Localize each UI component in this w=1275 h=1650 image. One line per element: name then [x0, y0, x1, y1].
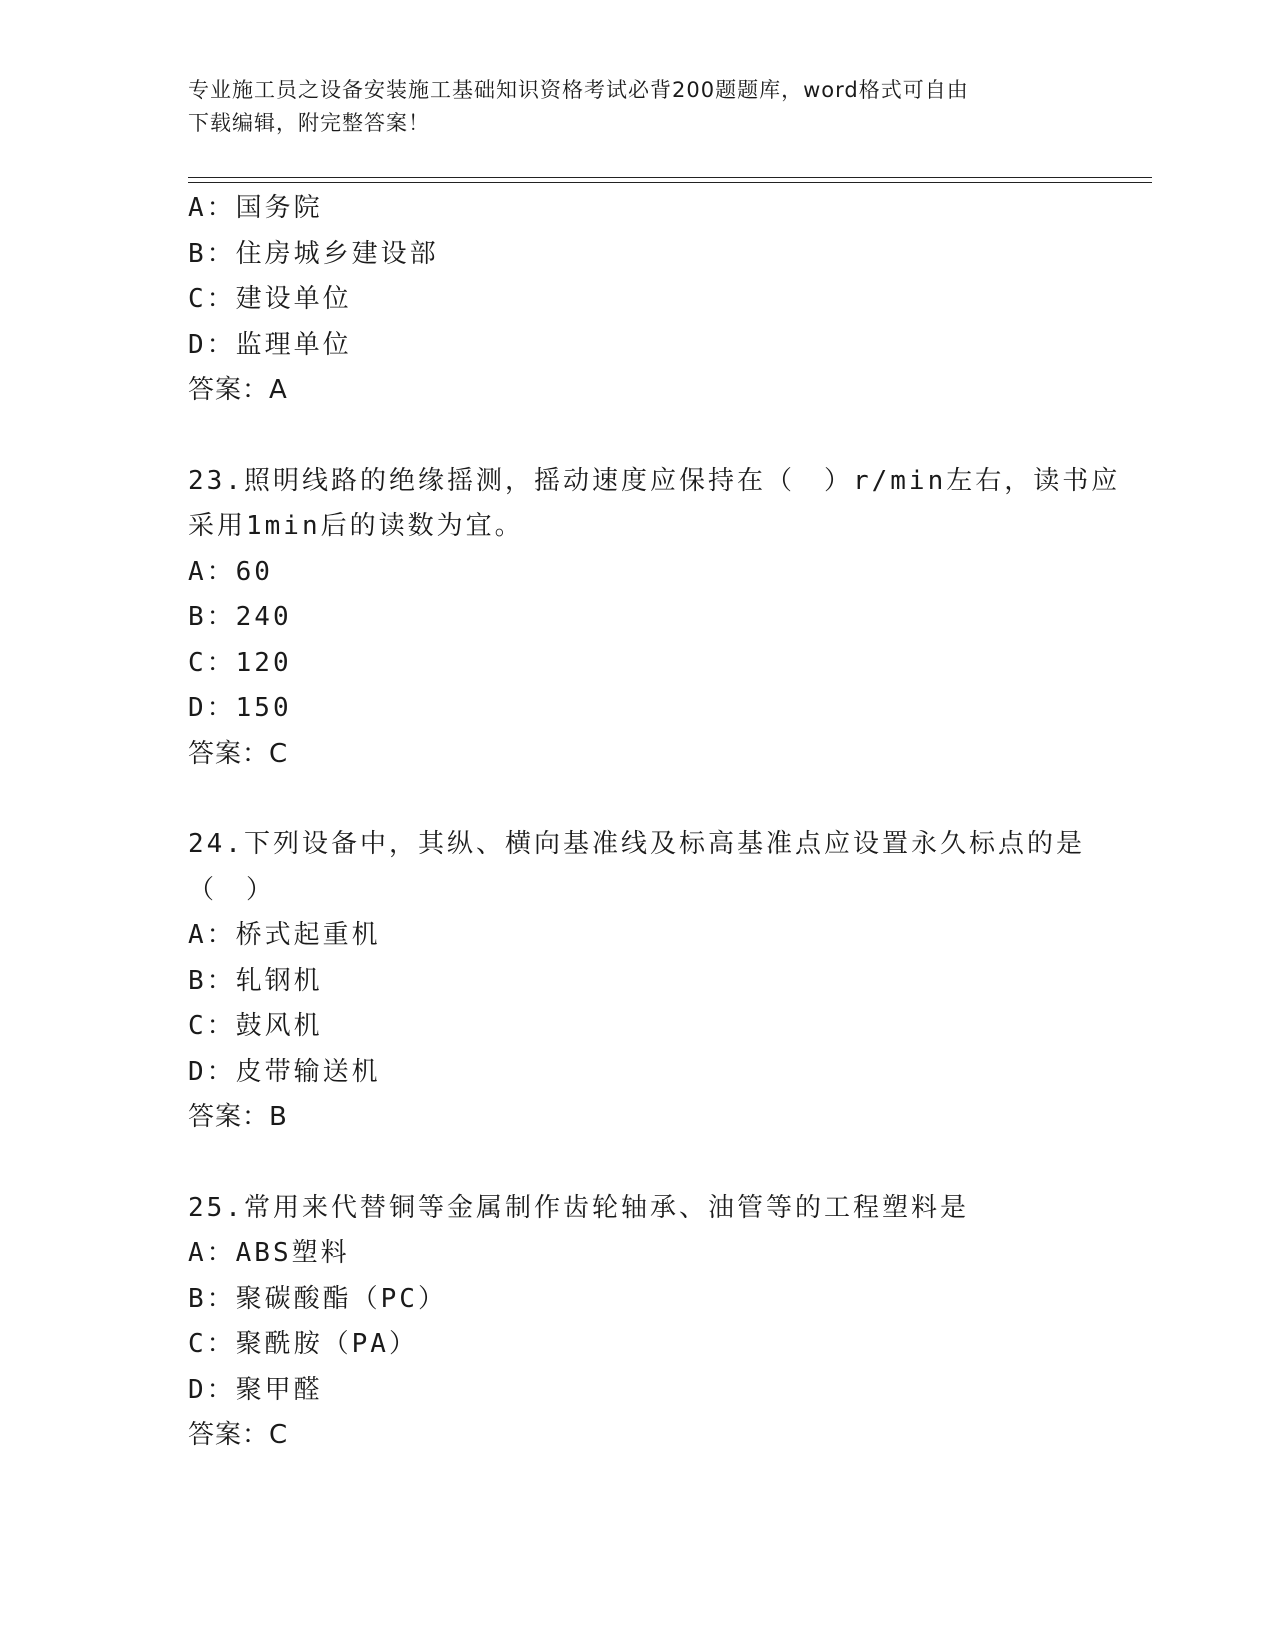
option-d: D：监理单位: [188, 329, 352, 360]
answer-line: 答案：C: [188, 738, 289, 769]
question-text-line-2: 采用1min后的读数为宜。: [188, 511, 524, 541]
question-text-line-1: 24.下列设备中，其纵、横向基准线及标高基准点应设置永久标点的是: [188, 829, 1085, 859]
question-block-24: [188, 822, 1088, 1141]
question-block-23: [188, 459, 1121, 778]
option-a: A：桥式起重机: [188, 920, 381, 950]
option-a: A：60: [188, 556, 273, 587]
question-text-line-1: 25.常用来代替铜等金属制作齿轮轴承、油管等的工程塑料是: [188, 1192, 969, 1223]
header-rule-top: [188, 177, 1152, 178]
option-a: A：国务院: [188, 193, 323, 223]
option-d: D：皮带输送机: [188, 1056, 381, 1087]
answer-line: 答案：B: [188, 1102, 288, 1132]
answer-line: 答案：A: [188, 375, 288, 405]
question-text-line-2: （ ）: [188, 874, 276, 905]
option-c: C：120: [188, 647, 292, 678]
header-line-2: 下载编辑，附完整答案！: [188, 111, 430, 135]
document-header: [188, 74, 1088, 140]
header-line-1: 专业施工员之设备安装施工基础知识资格考试必背200题题库，word格式可自由: [188, 78, 969, 102]
question-text-line-1: 23.照明线路的绝缘摇测，摇动速度应保持在（ ）r/min左右，读书应: [188, 465, 1121, 496]
option-b: B：240: [188, 602, 292, 632]
question-block-22: [188, 186, 1088, 414]
option-c: C：建设单位: [188, 284, 352, 314]
option-b: B：住房城乡建设部: [188, 238, 439, 269]
question-list: [188, 186, 1121, 1459]
option-b: B：轧钢机: [188, 965, 323, 996]
option-c: C：聚酰胺（PA）: [188, 1329, 418, 1359]
option-b: B：聚碳酸酯（PC）: [188, 1283, 447, 1314]
header-rule-bottom: [188, 182, 1152, 183]
option-d: D：150: [188, 693, 292, 723]
option-c: C：鼓风机: [188, 1011, 323, 1041]
option-a: A：ABS塑料: [188, 1238, 350, 1268]
question-block-25: [188, 1186, 1088, 1459]
option-d: D：聚甲醛: [188, 1374, 323, 1405]
answer-line: 答案：C: [188, 1420, 289, 1450]
